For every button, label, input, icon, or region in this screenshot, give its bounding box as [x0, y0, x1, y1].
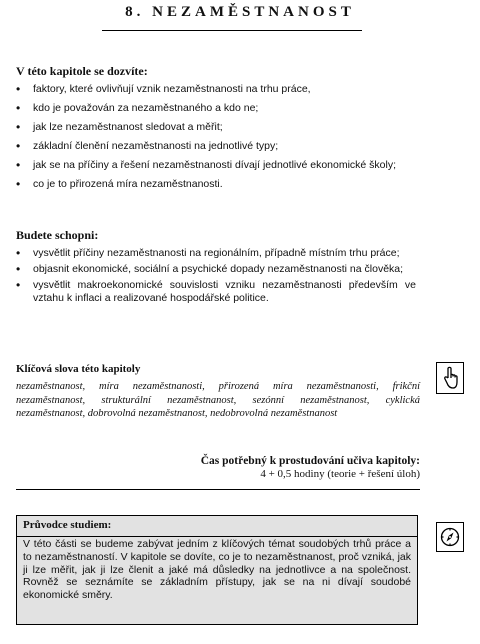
chapter-title: 8. NEZAMĚSTNANOST: [125, 4, 355, 20]
list-item: • objasnit ekonomické, sociální a psychické dopady nezaměstnanosti na člověka;: [16, 263, 416, 276]
list-item: • co je to přirozená míra nezaměstnanosti.: [16, 178, 416, 191]
list-item: • vysvětlit příčiny nezaměstnanosti na regionálním, případně místním trhu práce;: [16, 247, 416, 260]
title-underline: [102, 30, 362, 31]
keywords-text: nezaměstnanost, míra nezaměstnanosti, přirozená míra nezaměstnanosti, frikční nezaměstnanost, strukturální nezaměstnanost, sezónní nezaměstnanost, cyklická nezaměstnanost, dobrovolná nezaměstnanost, nedobrovolná nezaměstnanost: [16, 381, 420, 419]
learn-heading: V této kapitole se dozvíte:: [16, 64, 148, 78]
study-time-value: 4 + 0,5 hodiny (teorie + řešení úloh): [260, 468, 420, 480]
guide-heading: Průvodce studiem:: [23, 519, 112, 531]
list-item: • vysvětlit makroekonomické souvislosti vzniku nezaměstnanosti především ve vztahu k inflaci a realizované hospodářské politice.: [16, 279, 416, 305]
list-item: • faktory, které ovlivňují vznik nezaměstnanosti na trhu práce,: [16, 83, 416, 96]
study-guide-box: [16, 515, 418, 625]
guide-text: V této části se budeme zabývat jedním z klíčových témat soudobých trhů práce a to nezaměstnaností. V kapitole se dovíte, co je to nezaměstnanost, proč vzniká, jak ji lze měřit, jak ji lze členit a jaké má důsledky na jednotlivce a na společnost. Rovněž se seznámíte se základním přístupy, jak se na ni dívají soudobé ekonomické směry.: [23, 538, 411, 602]
section-divider: [16, 489, 420, 490]
list-item: • základní členění nezaměstnanosti na jednotlivé typy;: [16, 140, 416, 153]
study-time: [201, 455, 420, 480]
keywords-heading: Klíčová slova této kapitoly: [16, 363, 141, 375]
study-time-label: Čas potřebný k prostudování učiva kapitoly:: [200, 455, 420, 467]
abilities-list: [16, 247, 416, 308]
list-item: • jak lze nezaměstnanost sledovat a měřit;: [16, 121, 416, 134]
guide-heading-rule: [17, 536, 417, 537]
list-item: • jak se na příčiny a řešení nezaměstnanosti dívají jednotlivé ekonomické školy;: [16, 159, 416, 172]
compass-icon: [436, 522, 464, 552]
list-item: • kdo je považován za nezaměstnaného a kdo ne;: [16, 102, 416, 115]
learn-list: [16, 83, 416, 197]
abilities-heading: Budete schopni:: [16, 228, 99, 242]
pointing-hand-icon: [436, 362, 464, 394]
